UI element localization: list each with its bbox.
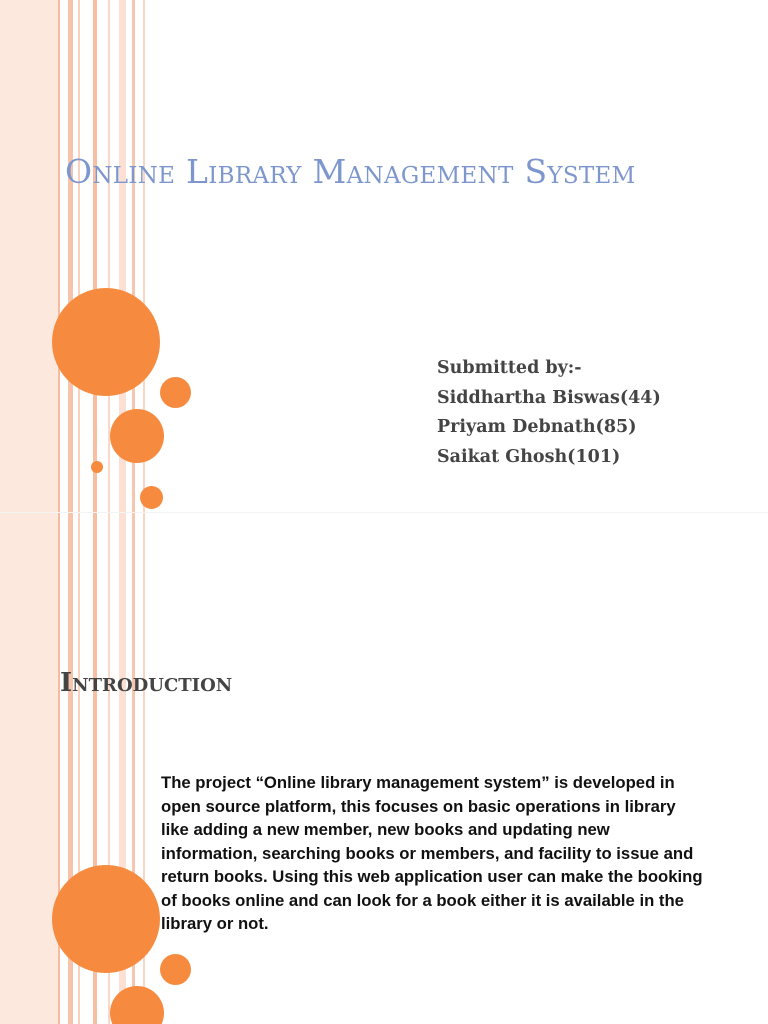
author-name: Siddhartha Biswas(44)	[437, 387, 661, 408]
decorative-circle	[160, 377, 191, 408]
introduction-paragraph: The project “Online library management system” is developed in open source platform, this focuses on basic operations in library like adding a new member, new books and updating new information, searching books or members, and facility to issue and return books. Using this web application user can make the booking of books online and can look for a book either it is available in the library or not.	[161, 773, 703, 933]
introduction-slide	[0, 512, 768, 1024]
decorative-circle	[110, 409, 164, 463]
decorative-circle	[140, 486, 163, 509]
submitted-by-label: Submitted by:-	[437, 358, 582, 378]
author-name: Priyam Debnath(85)	[437, 417, 637, 437]
decorative-circle	[91, 461, 103, 473]
section-heading: Introduction	[60, 668, 233, 698]
author-name: Saikat Ghosh(101)	[437, 446, 621, 467]
decorative-circle	[160, 954, 191, 985]
slide-title: Online Library Management System	[65, 152, 636, 191]
author-list	[437, 354, 661, 472]
decorative-circle	[52, 865, 160, 973]
decorative-circle	[52, 288, 160, 396]
